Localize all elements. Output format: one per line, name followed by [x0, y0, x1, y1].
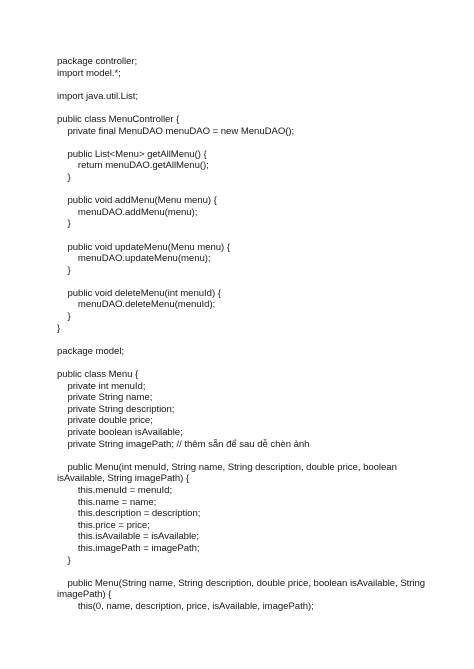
- code-line: this(0, name, description, price, isAvailable, imagePath);: [57, 600, 314, 612]
- code-line: menuDAO.deleteMenu(menuId);: [57, 299, 216, 311]
- code-line: private final MenuDAO menuDAO = new MenuDAO();: [57, 125, 295, 137]
- code-line: [57, 79, 457, 91]
- code-line: menuDAO.addMenu(menu);: [57, 206, 198, 218]
- code-line: import model.*;: [57, 67, 121, 79]
- code-line: [57, 357, 457, 369]
- code-line: }: [57, 171, 71, 183]
- code-line: public void updateMenu(Menu menu) {: [57, 241, 230, 253]
- code-line: }: [57, 322, 61, 334]
- code-line: [57, 102, 457, 114]
- code-line: this.isAvailable = isAvailable;: [57, 531, 199, 543]
- code-line: [57, 276, 457, 288]
- code-line: public void addMenu(Menu menu) {: [57, 195, 217, 207]
- code-line: [57, 566, 457, 578]
- code-line: package controller;: [57, 56, 138, 67]
- code-line: }: [57, 264, 71, 276]
- code-line: this.description = description;: [57, 508, 201, 520]
- code-line: public class Menu {: [57, 369, 139, 381]
- code-line: [57, 230, 457, 242]
- code-line: package model;: [57, 345, 125, 357]
- code-line: this.name = name;: [57, 496, 157, 508]
- code-line: private String imagePath; // thêm sẵn để sau dễ chèn ảnh: [57, 438, 310, 450]
- code-line: return menuDAO.getAllMenu();: [57, 160, 209, 172]
- code-line: }: [57, 554, 71, 566]
- code-line: public List<Menu> getAllMenu() {: [57, 148, 207, 160]
- code-line: private boolean isAvailable;: [57, 427, 183, 438]
- code-line: private double price;: [57, 415, 153, 427]
- code-line: private int menuId;: [57, 380, 146, 392]
- code-line: menuDAO.updateMenu(menu);: [57, 253, 211, 265]
- code-line: this.imagePath = imagePath;: [57, 542, 200, 554]
- code-line: public class MenuController {: [57, 113, 180, 125]
- code-line: }: [57, 218, 71, 230]
- code-line: public Menu(String name, String description, double price, boolean isAvailable, String: [57, 577, 426, 589]
- code-line: this.menuId = menuId;: [57, 484, 173, 496]
- code-line: private String name;: [57, 392, 153, 404]
- code-line: isAvailable, String imagePath) {: [57, 473, 190, 485]
- code-line: imagePath) {: [57, 589, 112, 601]
- code-line: import java.util.List;: [57, 90, 139, 102]
- code-line: [57, 334, 457, 346]
- code-listing: [57, 56, 457, 613]
- code-line: [57, 450, 457, 462]
- code-line: this.price = price;: [57, 519, 150, 531]
- code-line: [57, 184, 457, 196]
- code-line: }: [57, 311, 71, 323]
- code-line: public Menu(int menuId, String name, String description, double price, boolean: [57, 461, 397, 473]
- code-line: public void deleteMenu(int menuId) {: [57, 287, 221, 299]
- code-line: private String description;: [57, 403, 175, 415]
- code-line: [57, 137, 457, 149]
